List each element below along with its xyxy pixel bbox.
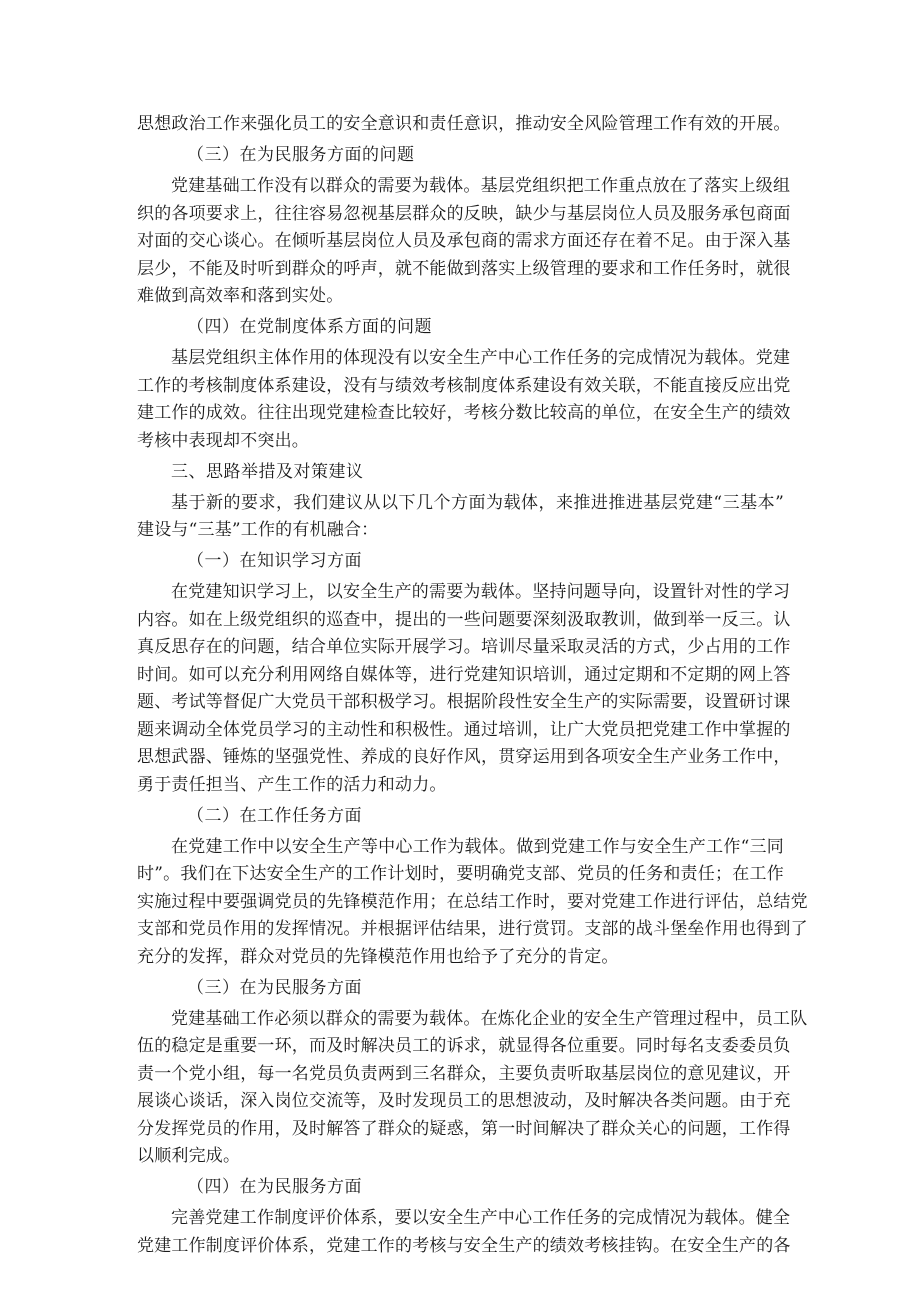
paragraph-line: 考核中表现却不突出。 (137, 430, 309, 451)
paragraph-line: 思想政治工作来强化员工的安全意识和责任意识，推动安全风险管理工作有效的开展。 (137, 114, 791, 134)
paragraph (137, 173, 791, 311)
paragraph-line: 实施过程中要强调党员的先锋模范作用；在总结工作时，要对党建工作进行评估，总结党 (137, 891, 808, 912)
paragraph-line: 伍的稳定是重要一环，而及时解决员工的诉求，就显得各位重要。同时每名支委委员负 (137, 1036, 791, 1056)
subsection-heading: （二）在工作任务方面 (187, 805, 362, 826)
paragraph-line: 基于新的要求，我们建议从以下几个方面为载体，来推进推进基层党建“三基本” (171, 492, 784, 513)
paragraph (137, 1006, 808, 1171)
paragraph-line: 以顺利完成。 (137, 1146, 241, 1166)
paragraph-line: 对面的交心谈心。在倾听基层岗位人员及承包商的需求方面还存在着不足。由于深入基 (137, 231, 791, 251)
paragraph (137, 111, 791, 139)
paragraph (137, 490, 784, 545)
paragraph (137, 1205, 791, 1260)
paragraph-line: 真反思存在的问题，结合单位实际开展学习。培训尽量采取灵活的方式，少占用的工作 (137, 637, 791, 657)
paragraph-line: 时间。如可以充分利用网络自媒体等，进行党建知识培训，通过定期和不定期的网上答 (137, 664, 791, 685)
paragraph-line: 展谈心谈话，深入岗位交流等，及时发现员工的思想波动，及时解决各类问题。由于充 (137, 1091, 791, 1111)
paragraph-line: 时”。我们在下达安全生产的工作计划时，要明确党支部、党员的任务和责任；在工作 (137, 864, 784, 884)
paragraph-line: 党建基础工作必须以群众的需要为载体。在炼化企业的安全生产管理过程中，员工队 (171, 1008, 808, 1029)
paragraph-line: 建设与“三基”工作的有机融合： (137, 520, 379, 540)
paragraph-line: 充分的发挥，群众对党员的先锋模范作用也给予了充分的肯定。 (137, 946, 619, 967)
paragraph-line: 完善党建工作制度评价体系，要以安全生产中心工作任务的完成情况为载体。健全 (171, 1208, 791, 1228)
paragraph (137, 345, 791, 455)
subsection-heading: （四）在为民服务方面 (187, 1177, 362, 1197)
paragraph-line: 在党建工作中以安全生产等中心工作为载体。做到党建工作与安全生产工作“三同 (171, 836, 784, 857)
paragraph-line: 党建基础工作没有以群众的需要为载体。基层党组织把工作重点放在了落实上级组 (171, 176, 791, 196)
subsection-heading: （四）在党制度体系方面的问题 (187, 317, 432, 337)
paragraph (137, 579, 791, 799)
document-page (137, 111, 808, 1264)
paragraph-line: 织的各项要求上，往往容易忽视基层群众的反映，缺少与基层岗位人员及服务承包商面 (137, 203, 791, 224)
paragraph-line: 基层党组织主体作用的体现没有以安全生产中心工作任务的完成情况为载体。党建 (171, 348, 791, 368)
paragraph-line: 思想武器、锤炼的坚强党性、养成的良好作风，贯穿运用到各项安全生产业务工作中， (137, 747, 791, 767)
paragraph-line: 难做到高效率和落到实处。 (137, 286, 344, 306)
paragraph-line: 题、考试等督促广大党员干部积极学习。根据阶段性安全生产的实际需要，设置研讨课 (137, 692, 791, 712)
subsection-heading: （一）在知识学习方面 (187, 551, 362, 571)
paragraph-line: 党建工作制度评价体系，党建工作的考核与安全生产的绩效考核挂钩。在安全生产的各 (137, 1235, 791, 1256)
subsection-heading: （三）在为民服务方面 (187, 977, 362, 998)
paragraph-line: 建工作的成效。往往出现党建检查比较好，考核分数比较高的单位，在安全生产的绩效 (137, 403, 791, 423)
paragraph-line: 勇于责任担当、产生工作的活力和动力。 (137, 774, 447, 795)
paragraph-line: 层少，不能及时听到群众的呼声，就不能做到落实上级管理的要求和工作任务时，就很 (137, 258, 791, 279)
paragraph-line: 分发挥党员的作用，及时解答了群众的疑惑，第一时间解决了群众关心的问题，工作得 (137, 1118, 791, 1139)
paragraph-line: 工作的考核制度体系建设，没有与绩效考核制度体系建设有效关联，不能直接反应出党 (137, 375, 791, 396)
subsection-heading: （三）在为民服务方面的问题 (187, 145, 415, 165)
paragraph-line: 责一个党小组，每一名党员负责两到三名群众，主要负责听取基层岗位的意见建议，开 (137, 1063, 791, 1084)
section-heading: 三、思路举措及对策建议 (171, 461, 364, 482)
paragraph-line: 内容。如在上级党组织的巡查中，提出的一些问题要深刻汲取教训，做到举一反三。认 (137, 609, 791, 630)
paragraph-line: 在党建知识学习上，以安全生产的需要为载体。坚持问题导向，设置针对性的学习 (171, 582, 791, 602)
paragraph-line: 题来调动全体党员学习的主动性和积极性。通过培训，让广大党员把党建工作中掌握的 (137, 719, 791, 740)
paragraph (137, 834, 808, 972)
paragraph-line: 支部和党员作用的发挥情况。并根据评估结果，进行赏罚。支部的战斗堡垒作用也得到了 (137, 919, 808, 939)
